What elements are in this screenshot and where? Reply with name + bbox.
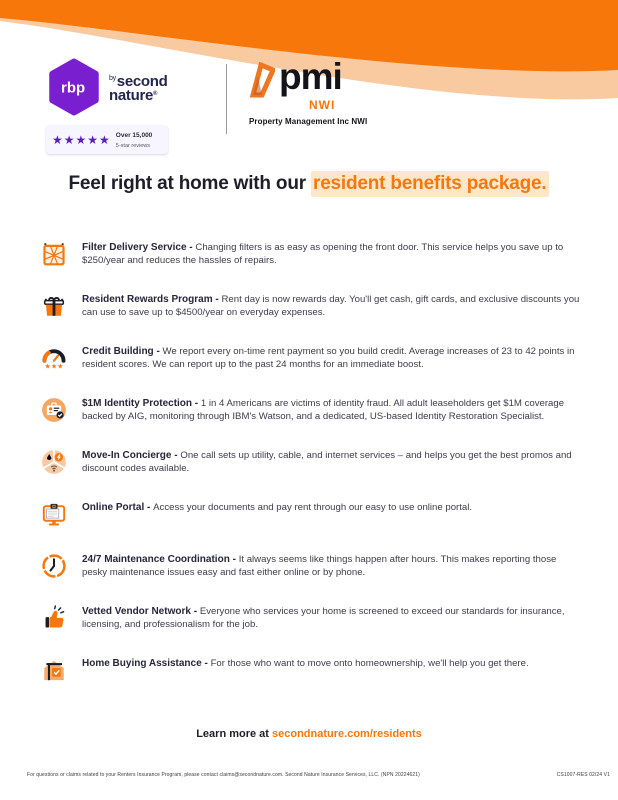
headline-prefix: Feel right at home with our xyxy=(68,173,311,194)
gift-icon xyxy=(40,292,67,319)
svg-text:rbp: rbp xyxy=(61,79,86,97)
utilities-icon xyxy=(40,448,67,475)
benefit-item xyxy=(40,604,588,631)
benefit-item xyxy=(40,552,588,579)
benefit-description: It always seems like things happen after hours. This makes reporting those pesky maintenance issues easy and fast either online or by phone. xyxy=(82,554,557,578)
benefit-title: Move-In Concierge - xyxy=(82,450,181,461)
registered-mark: ® xyxy=(153,91,158,97)
pmi-nwi-label: NWI xyxy=(309,98,336,112)
pmi-logo xyxy=(249,58,367,126)
benefit-description: One call sets up utility, cable, and internet services – and helps you get the best promos and discount codes available. xyxy=(82,450,572,474)
benefit-description: We report every on-time rent payment so you build credit. Average increases of 23 to 42 points in resident scores. We can report up to the past 24 months for an immediate boost. xyxy=(82,346,575,370)
reviews-caption: 5-star reviews xyxy=(115,143,151,149)
reviews-badge xyxy=(46,125,168,154)
rbp-badge-icon xyxy=(46,58,102,116)
credit-gauge-icon xyxy=(40,344,67,371)
benefit-item xyxy=(40,656,588,683)
learn-more-prefix: Learn more at xyxy=(196,728,273,740)
benefit-item xyxy=(40,240,588,267)
pmi-wordmark: pmi xyxy=(279,56,342,97)
benefit-item xyxy=(40,292,588,319)
svg-text:★★★: ★★★ xyxy=(44,362,63,370)
benefit-description: Everyone who services your home is screened to exceed our standards for insurance, licensing, and professionalism for the job. xyxy=(82,606,565,630)
benefit-title: Home Buying Assistance - xyxy=(82,658,211,669)
benefit-title: Resident Rewards Program - xyxy=(82,294,222,305)
benefit-title: 24/7 Maintenance Coordination - xyxy=(82,554,239,565)
benefit-title: Credit Building - xyxy=(82,346,163,357)
id-card-icon xyxy=(40,396,67,423)
air-filter-icon xyxy=(40,240,67,267)
fine-print-left: For questions or claims related to your Renters Insurance Program, please contact claims@secondnature.com. Second Nature Insurance Services, LLC. (NPN 20224621) xyxy=(27,772,420,778)
benefit-item xyxy=(40,448,588,475)
five-stars-icon: ★★★★★ xyxy=(52,132,111,147)
benefit-description: Rent day is now rewards day. You'll get cash, gift cards, and exclusive discounts you can use to save up to $4500/year on everyday expenses. xyxy=(82,294,580,318)
clock-icon xyxy=(40,552,67,579)
reviews-count: Over 15,000 xyxy=(115,132,153,139)
benefit-title: $1M Identity Protection - xyxy=(82,398,201,409)
logo-divider xyxy=(226,64,227,134)
pmi-mark-icon xyxy=(249,62,275,98)
thumbs-up-icon xyxy=(40,604,67,631)
benefit-title: Filter Delivery Service - xyxy=(82,242,196,253)
headline-highlight: resident benefits package. xyxy=(311,171,549,197)
benefit-item xyxy=(40,500,588,527)
benefit-title: Online Portal - xyxy=(82,502,154,513)
fine-print-right: CS1007-RES 02/24 V1 xyxy=(556,772,610,778)
pmi-company-name: Property Management Inc NWI xyxy=(249,117,368,126)
home-sign-icon xyxy=(40,656,67,683)
page-title xyxy=(0,173,618,195)
benefit-description: 1 in 4 Americans are victims of identity fraud. All adult leaseholders get $1M coverage backed by AIG, monitoring through IBM's Watson, and a dedicated, US-based Identity Restoration Specialist. xyxy=(82,398,565,422)
logo-row xyxy=(46,58,367,154)
by-label: by xyxy=(109,75,116,82)
residents-url-link[interactable]: secondnature.com/residents xyxy=(272,728,422,740)
benefit-item xyxy=(40,344,588,371)
benefit-description: Changing filters is as easy as opening the front door. This service helps you save up to $250/year and reduces the hassles of repairs. xyxy=(82,242,564,266)
benefit-description: Access your documents and pay rent through our easy to use online portal. xyxy=(153,502,473,513)
fine-print xyxy=(0,772,618,778)
benefit-title: Vetted Vendor Network - xyxy=(82,606,200,617)
online-portal-icon xyxy=(40,500,67,527)
benefit-item xyxy=(40,396,588,423)
second-nature-wordmark: $^{by}$second nature® xyxy=(109,73,168,104)
benefit-description: For those who want to move onto homeownership, we'll help you get there. xyxy=(210,658,529,669)
benefits-list xyxy=(40,240,588,683)
rbp-second-nature-logo xyxy=(46,58,206,154)
learn-more-line xyxy=(0,728,618,740)
